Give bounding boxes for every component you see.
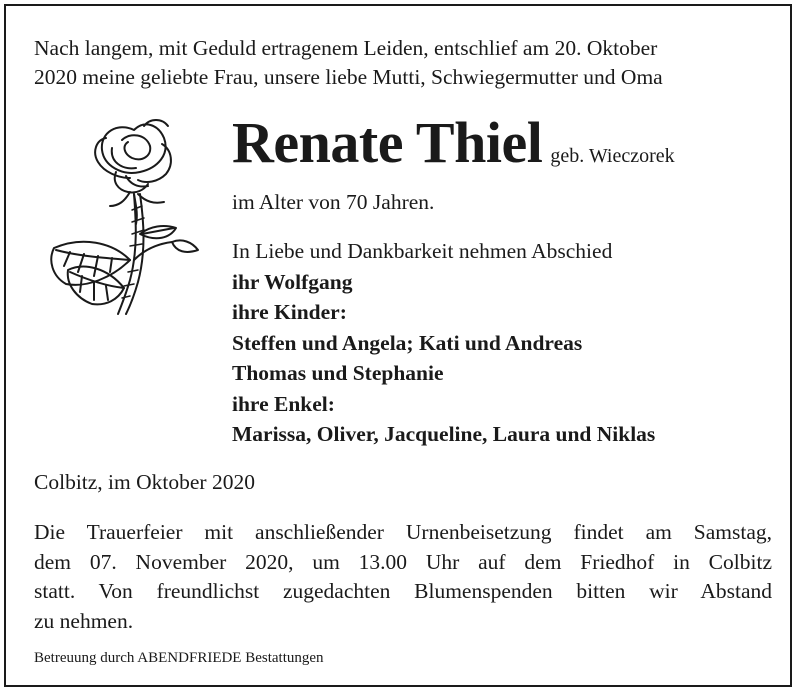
- rose-illustration-icon: [26, 110, 226, 316]
- mourner-line: Marissa, Oliver, Jacqueline, Laura und Niklas: [232, 422, 656, 446]
- mourner-line: Steffen und Angela; Kati und Andreas: [232, 330, 583, 355]
- service-line: dem 07. November 2020, um 13.00 Uhr auf dem Friedhof in Colbitz: [34, 549, 772, 574]
- service-line: zu nehmen.: [34, 608, 134, 633]
- deceased-name-row: [232, 110, 675, 176]
- undertaker-credit: Betreuung durch ABENDFRIEDE Bestattungen: [34, 650, 324, 666]
- mourner-line: ihre Kinder:: [232, 300, 347, 324]
- age-line: im Alter von 70 Jahren.: [232, 190, 435, 214]
- intro-text: [34, 34, 774, 92]
- service-line: Die Trauerfeier mit anschließender Urnenbeisetzung findet am Samstag,: [34, 520, 772, 544]
- service-line: statt. Von freundlichst zugedachten Blumenspenden bitten wir Abstand: [34, 579, 772, 603]
- mourners-block: [232, 236, 655, 450]
- intro-line: 2020 meine geliebte Frau, unsere liebe Mutti, Schwiegermutter und Oma: [34, 65, 663, 89]
- intro-line: Nach langem, mit Geduld ertragenem Leiden, entschlief am 20. Oktober: [34, 36, 658, 60]
- deceased-name: Renate Thiel: [232, 110, 543, 175]
- mourner-line: ihre Enkel:: [232, 391, 335, 416]
- service-text: [34, 518, 772, 636]
- obituary-notice: [4, 4, 792, 687]
- farewell-line: In Liebe und Dankbarkeit nehmen Abschied: [232, 239, 613, 263]
- mourner-line: ihr Wolfgang: [232, 269, 353, 294]
- maiden-name: geb. Wieczorek: [550, 145, 675, 167]
- mourner-line: Thomas und Stephanie: [232, 361, 444, 385]
- place-date: Colbitz, im Oktober 2020: [34, 470, 255, 494]
